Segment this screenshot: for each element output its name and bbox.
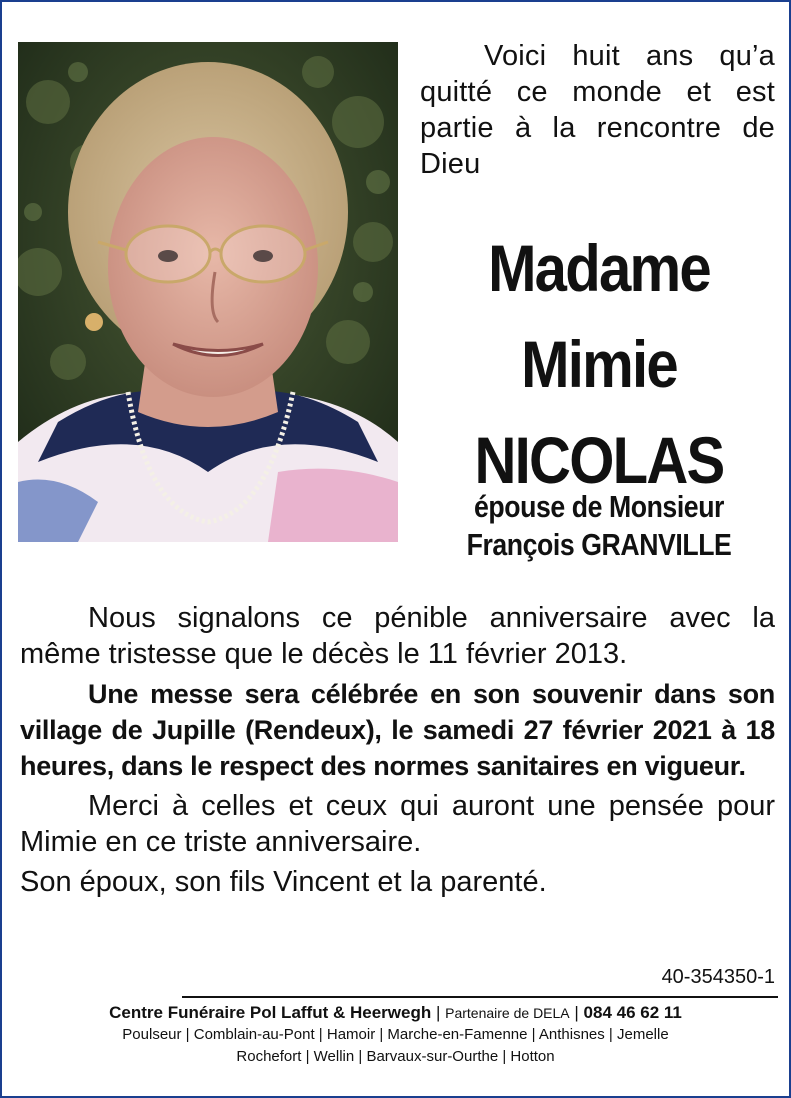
name-last: NICOLAS (474, 423, 724, 497)
announcement-body (20, 600, 775, 900)
portrait-illustration (18, 42, 398, 542)
name-title: Madame (488, 231, 710, 305)
footer-divider (182, 996, 778, 998)
paragraph-anniversary: Nous signalons ce pénible anniversaire avec la même tristesse que le décès le 11 février 2013. (20, 602, 775, 670)
paragraph-thanks: Merci à celles et ceux qui auront une pensée pour Mimie en ce triste anniversaire. (20, 790, 775, 858)
locations-line-2: Rochefort | Wellin | Barvaux-sur-Ourthe | Hotton (236, 1048, 555, 1065)
partner-text: Partenaire de DELA (445, 1005, 570, 1021)
reference-number: 40-354350-1 (661, 966, 775, 988)
paragraph-mass: Une messe sera célébrée en son souvenir dans son village de Jupille (Rendeux), le samedi 27 février 2021 à 18 heures, dans le respect des normes sanitaires en vigueur. (20, 679, 775, 781)
paragraph-family: Son époux, son fils Vincent et la parenté. (20, 866, 547, 898)
spouse-line-1: épouse de Monsieur (473, 489, 725, 524)
spouse-line-2: François GRANVILLE (466, 527, 732, 562)
deceased-name (410, 220, 788, 508)
portrait-photo (18, 42, 398, 542)
funeral-home-name: Centre Funéraire Pol Laffut & Heerwegh (109, 1003, 432, 1022)
locations-line-1: Poulseur | Comblain-au-Pont | Hamoir | Marche-en-Famenne | Anthisnes | Jemelle (122, 1026, 669, 1043)
name-first: Mimie (521, 327, 677, 401)
intro-text: Voici huit ans qu’a quitté ce monde et est partie à la rencontre de Dieu (420, 40, 775, 180)
spouse-block (410, 488, 788, 564)
funeral-home-footer (2, 1002, 789, 1068)
footer-main-line: Centre Funéraire Pol Laffut & Heerwegh | Partenaire de DELA | 084 46 62 11 (109, 1003, 682, 1022)
phone-number: 084 46 62 11 (583, 1003, 682, 1022)
